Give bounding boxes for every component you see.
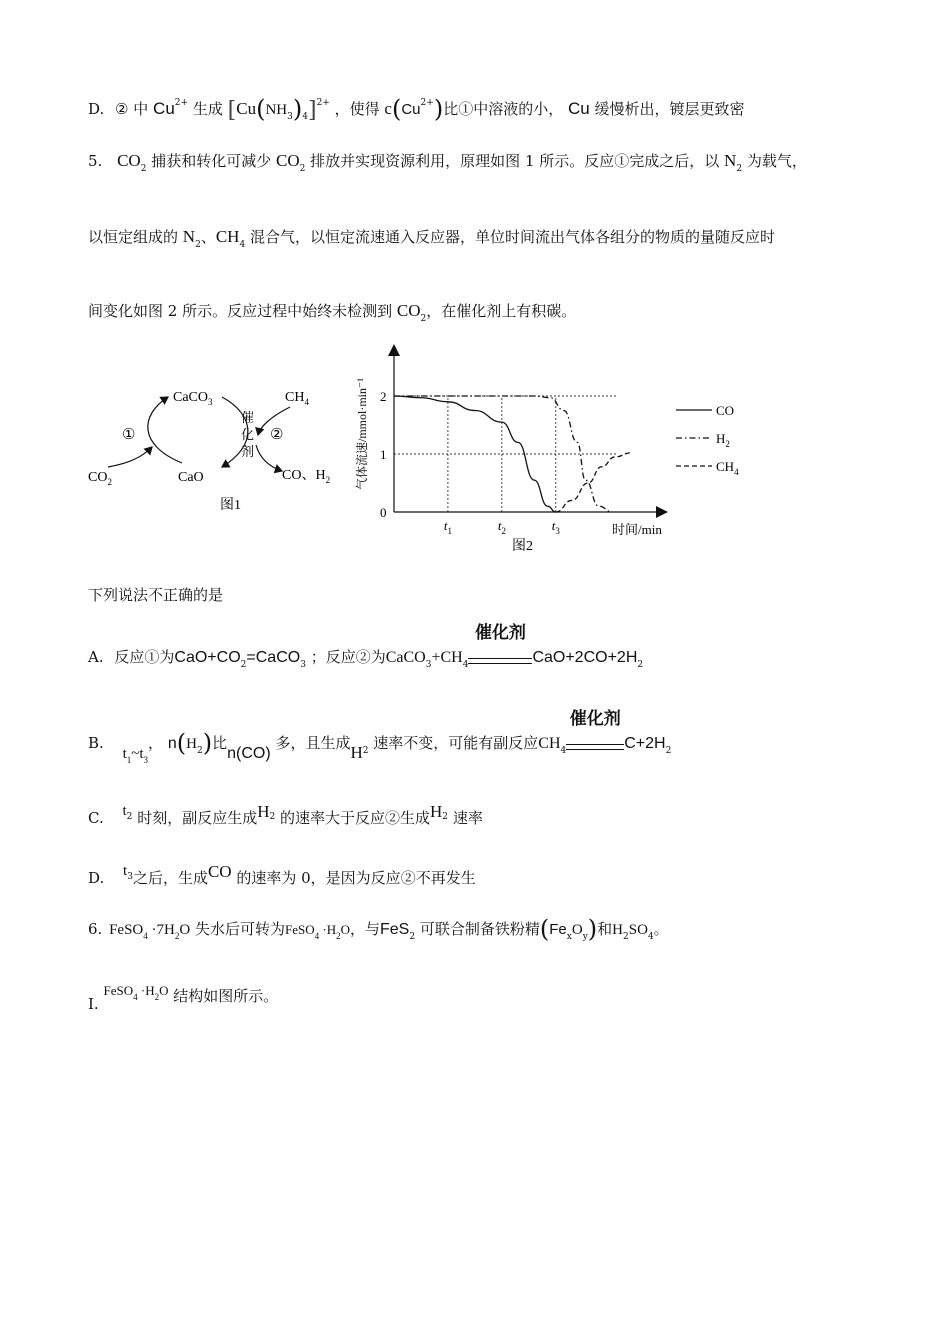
fig1-caco3: CaCO$_3$ <box>173 390 213 407</box>
formula-cu: Cu <box>567 99 590 118</box>
text: 比 <box>212 734 228 752</box>
text: 以恒定组成的 <box>88 228 179 246</box>
fig1-cat-2: 化 <box>241 427 255 442</box>
text: 速率不变，可能有副反应 <box>373 734 539 752</box>
legend-label-3: $CH_4$ <box>716 459 739 477</box>
paren-right: ) <box>433 95 444 123</box>
x-axis-label: 时间/min <box>612 522 662 537</box>
formula-h2: H <box>257 802 270 821</box>
option-d <box>88 860 476 889</box>
option-label: C. <box>88 809 104 827</box>
text: 的速率为 0，是因为反应②不再发生 <box>236 869 476 887</box>
subscript: 3 <box>300 660 306 670</box>
question-number: 5. <box>88 152 103 170</box>
text: 失水后可转为 <box>194 920 285 938</box>
subscript: 2 <box>665 746 672 756</box>
text: 速率 <box>452 809 483 827</box>
paren-right: ) <box>587 915 598 943</box>
formula-ch4: CH <box>215 227 240 246</box>
formula-feso4-h2o: FeSO$_4$ $\cdot H_2O$ <box>285 922 350 941</box>
subscript: 2 <box>623 932 629 942</box>
formula-h: H <box>186 736 197 752</box>
question-prompt: 下列说法不正确的是 <box>88 586 224 604</box>
text: ② 中 <box>115 100 149 118</box>
paren-right: ) <box>292 95 303 123</box>
formula-nh: NH <box>265 102 288 118</box>
formula: CaCO <box>385 649 426 666</box>
fig1-cat-3: 剂 <box>241 444 255 459</box>
text: 捕获和转化可减少 <box>151 152 272 170</box>
formula: C+2H <box>624 735 666 752</box>
question-number: 6. <box>88 920 103 938</box>
y-axis-label: 气体流速/mmol·min⁻¹ <box>355 378 369 490</box>
paren-left: ( <box>539 915 550 943</box>
option-b <box>88 709 672 771</box>
subscript: 2 <box>442 812 449 822</box>
subscript: x <box>566 932 572 942</box>
formula-h2: H <box>350 743 363 762</box>
formula-h2so4: H <box>612 922 624 938</box>
q6-line <box>88 915 669 948</box>
figure-1 <box>80 375 350 525</box>
subscript: 2 <box>362 746 369 756</box>
q5-line-2 <box>88 226 775 256</box>
fig1-circle-2: ② <box>270 427 284 443</box>
paren-left: ( <box>256 95 266 123</box>
paren-right: ) <box>202 729 213 757</box>
option-c <box>88 800 483 829</box>
text: 排放并实现资源利用，原理如图 1 所示。反应①完成之后，以 <box>310 152 720 170</box>
formula-cu: Cu <box>153 99 175 118</box>
charge: 2+ <box>316 98 330 108</box>
text: 结构如图所示。 <box>173 987 279 1005</box>
text: 为载气， <box>746 152 807 170</box>
y-tick-1: 1 <box>380 447 387 462</box>
text: 多，且生成 <box>275 734 351 752</box>
formula-fe: Fe <box>549 921 567 938</box>
x-tick-2: $t_2$ <box>497 518 506 536</box>
formula-h2so4: SO <box>628 922 648 938</box>
subscript: 4 <box>560 746 567 756</box>
text: ，在催化剂上有积碳。 <box>426 302 577 320</box>
subscript: 2 <box>736 164 743 174</box>
fig1-circle-1: ① <box>122 427 136 443</box>
fig1-arrow-products <box>256 445 282 471</box>
option-label: B. <box>88 734 104 752</box>
formula-h2: H <box>430 802 443 821</box>
formula-n: n <box>167 735 177 752</box>
prev-option-d <box>88 92 745 128</box>
chart-caption: 图2 <box>512 539 533 554</box>
option-label: D. <box>88 869 105 887</box>
option-label: A. <box>88 648 104 666</box>
formula-co2: CO <box>276 151 300 170</box>
subscript: 2 <box>420 314 427 324</box>
text: 反应①为 <box>114 648 175 666</box>
bracket-left: [ <box>227 98 237 123</box>
formula-n2: N <box>724 151 737 170</box>
y-tick-0: 0 <box>380 505 387 520</box>
paren-left: ( <box>176 729 187 757</box>
separator: 、 <box>200 228 216 246</box>
formula: +CH <box>431 649 463 666</box>
subscript: 4 <box>647 932 654 942</box>
catalyst-label: 催化剂 <box>569 709 621 729</box>
formula-c: c <box>384 99 392 118</box>
fig1-cao: CaO <box>178 470 204 485</box>
text: 比①中溶液的小， <box>443 100 564 118</box>
formula-cu: Cu <box>401 101 421 118</box>
subscript: 2 <box>126 812 133 822</box>
text: ，使得 <box>334 100 380 118</box>
subscript: 3 <box>127 872 133 882</box>
formula-t: t <box>123 863 128 879</box>
q5-line-1 <box>88 150 807 180</box>
formula-fes2: FeS <box>380 921 410 938</box>
formula-co2: CO <box>396 301 421 320</box>
subscript: 2 <box>140 164 147 174</box>
subscript: 2 <box>269 812 276 822</box>
x-tick-1: $t_1$ <box>443 518 453 536</box>
subscript: 2 <box>637 660 644 670</box>
text: 间变化如图 2 所示。反应过程中始终未检测到 <box>88 302 393 320</box>
formula-feso4-7h2o: FeSO$_4$ $\cdot 7H_2O$ <box>109 922 191 941</box>
text: 生成 <box>192 100 223 118</box>
paren-left: ( <box>391 95 402 123</box>
chart-grid <box>394 396 618 512</box>
text: ；反应②为 <box>310 648 386 666</box>
option-a <box>88 623 644 676</box>
fig1-arrow-co2 <box>108 447 152 467</box>
subscript: 2 <box>195 240 201 250</box>
formula: CH <box>538 735 561 752</box>
text: 和 <box>597 920 613 938</box>
text: 缓慢析出，镀层更致密 <box>594 100 745 118</box>
formula-o: O <box>571 922 583 938</box>
x-tick-3: $t_3$ <box>551 518 560 536</box>
formula-complex: Cu <box>236 99 257 118</box>
catalyst-equals <box>566 709 624 756</box>
fig1-products: CO、$H_2$ <box>282 468 331 485</box>
formula-nco: n(CO) <box>227 745 271 762</box>
formula-t: t <box>122 803 127 819</box>
subscript: 2 <box>299 164 306 174</box>
text: 可联合制备铁粉精 <box>419 920 540 938</box>
formula-feso4-h2o: FeSO$_4$ $\cdot H_2O$ <box>103 983 169 1002</box>
q5-line-3 <box>88 300 576 330</box>
subscript: 2 <box>196 746 203 756</box>
fig1-arc-left <box>148 397 182 463</box>
text: 混合气，以恒定流速通入反应器，单位时间流出气体各组分的物质的量随反应时 <box>249 228 775 246</box>
figure-2-chart <box>350 340 770 560</box>
formula-co: CO <box>207 862 232 881</box>
charge: 2+ <box>174 98 189 108</box>
option-label: D. <box>88 100 105 118</box>
formula: =CaCO <box>246 649 301 666</box>
time-range: $t_1\sim t_3$ <box>122 746 149 765</box>
subscript: 3 <box>425 660 432 670</box>
subscript: 4 <box>302 112 308 122</box>
text: 之后，生成 <box>132 869 208 887</box>
legend-label-2: $H_2$ <box>716 431 730 449</box>
text: ， <box>148 734 164 752</box>
y-tick-2: 2 <box>380 389 387 404</box>
fig1-cat-1: 催 <box>241 410 255 425</box>
catalyst-equals <box>468 623 532 670</box>
subscript: 2 <box>409 932 416 942</box>
text: 时刻，副反应生成 <box>137 809 258 827</box>
series-line-ch4 <box>556 453 631 512</box>
text: 。 <box>653 920 669 938</box>
formula: CaO+2CO+2H <box>532 649 638 666</box>
subscript: 3 <box>287 112 293 122</box>
charge: 2+ <box>420 98 434 108</box>
text: 的速率大于反应②生成 <box>280 809 431 827</box>
subscript: 4 <box>462 660 469 670</box>
formula: CaO+CO <box>174 649 241 666</box>
part-i-line <box>88 980 278 1015</box>
fig1-caption: 图1 <box>220 498 241 513</box>
part-label: I. <box>88 995 99 1013</box>
formula-co2: CO <box>117 151 141 170</box>
catalyst-label: 催化剂 <box>474 623 526 643</box>
text: ，与 <box>349 920 380 938</box>
subscript: 4 <box>239 240 246 250</box>
bracket-right: ] <box>307 98 317 123</box>
fig1-ch4: $CH_4$ <box>285 390 309 407</box>
subscript: 2 <box>240 660 247 670</box>
legend-label-1: CO <box>716 403 735 418</box>
formula-n2: N <box>182 227 196 246</box>
fig1-co2: $CO_2$ <box>88 470 112 487</box>
subscript: y <box>582 932 588 942</box>
